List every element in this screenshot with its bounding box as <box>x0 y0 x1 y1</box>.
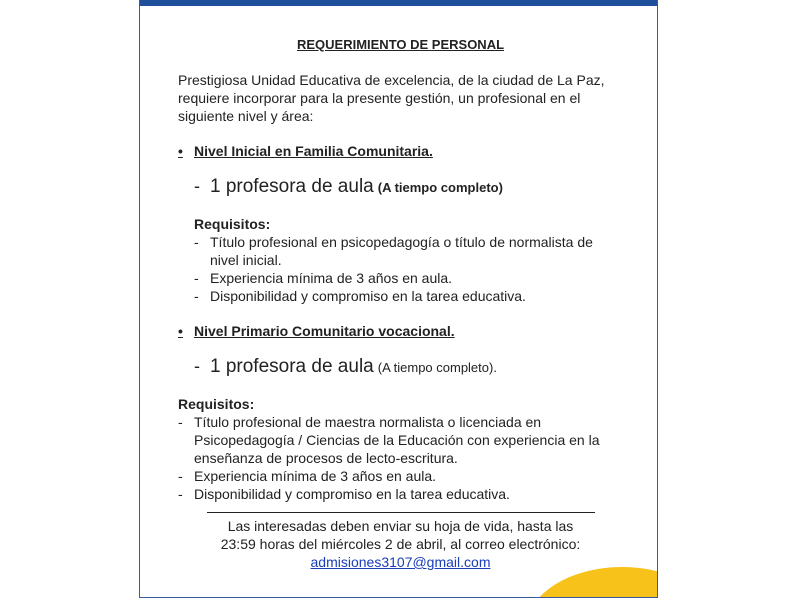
section1-heading <box>178 142 623 160</box>
divider <box>207 512 595 513</box>
section1-req-list <box>194 233 623 305</box>
decorative-yellow-shape <box>527 567 658 598</box>
section2-heading <box>178 322 623 340</box>
bullet-icon: • <box>178 323 183 339</box>
section1-position <box>194 177 623 197</box>
list-item: - Experiencia mínima de 3 años en aula. <box>194 270 453 286</box>
section1-requirements <box>194 215 623 305</box>
document-frame <box>139 0 658 598</box>
footer-line1: Las interesadas deben enviar su hoja de vida, hasta las <box>227 518 574 534</box>
email-link[interactable]: admisiones3107@gmail.com <box>310 554 491 570</box>
dash-icon: - <box>194 356 200 376</box>
list-item: - Experiencia mínima de 3 años en aula. <box>178 468 437 484</box>
footer <box>178 517 623 571</box>
section2-role: 1 profesora de aula <box>210 356 374 377</box>
list-item: - Título profesional en psicopedagogía o título de normalista de nivel inicial. <box>194 234 593 268</box>
section2-heading-text: Nivel Primario Comunitario vocacional. <box>194 323 455 339</box>
section1-role-note: (A tiempo completo) <box>377 180 503 195</box>
section1-role: 1 profesora de aula <box>210 176 374 197</box>
bullet-icon: • <box>178 143 183 159</box>
section2-role-note: (A tiempo completo). <box>377 360 497 375</box>
intro-paragraph: Prestigiosa Unidad Educativa de excelencia, de la ciudad de La Paz, requiere incorporar para la presente gestión, un profesional en el siguiente nivel y área: <box>178 72 605 124</box>
document-title: REQUERIMIENTO DE PERSONAL <box>296 37 505 52</box>
top-color-bar <box>140 0 657 6</box>
footer-line2: 23:59 horas del miércoles 2 de abril, al correo electrónico: <box>220 536 581 552</box>
section2-requirements <box>178 395 623 503</box>
document-content <box>178 36 623 571</box>
dash-icon: - <box>194 176 200 196</box>
section1-heading-text: Nivel Inicial en Familia Comunitaria. <box>194 143 433 159</box>
list-item: - Título profesional de maestra normalista o licenciada en Psicopedagogía / Ciencias de la Educación con experiencia en la enseñanza de procesos de lecto-escritura. <box>178 414 600 466</box>
list-item: - Disponibilidad y compromiso en la tarea educativa. <box>178 486 510 502</box>
section2-req-list <box>178 413 623 503</box>
section2-position <box>194 357 623 377</box>
list-item: - Disponibilidad y compromiso en la tarea educativa. <box>194 288 526 304</box>
section1-req-title: Requisitos: <box>194 216 271 232</box>
section2-req-title: Requisitos: <box>178 396 255 412</box>
